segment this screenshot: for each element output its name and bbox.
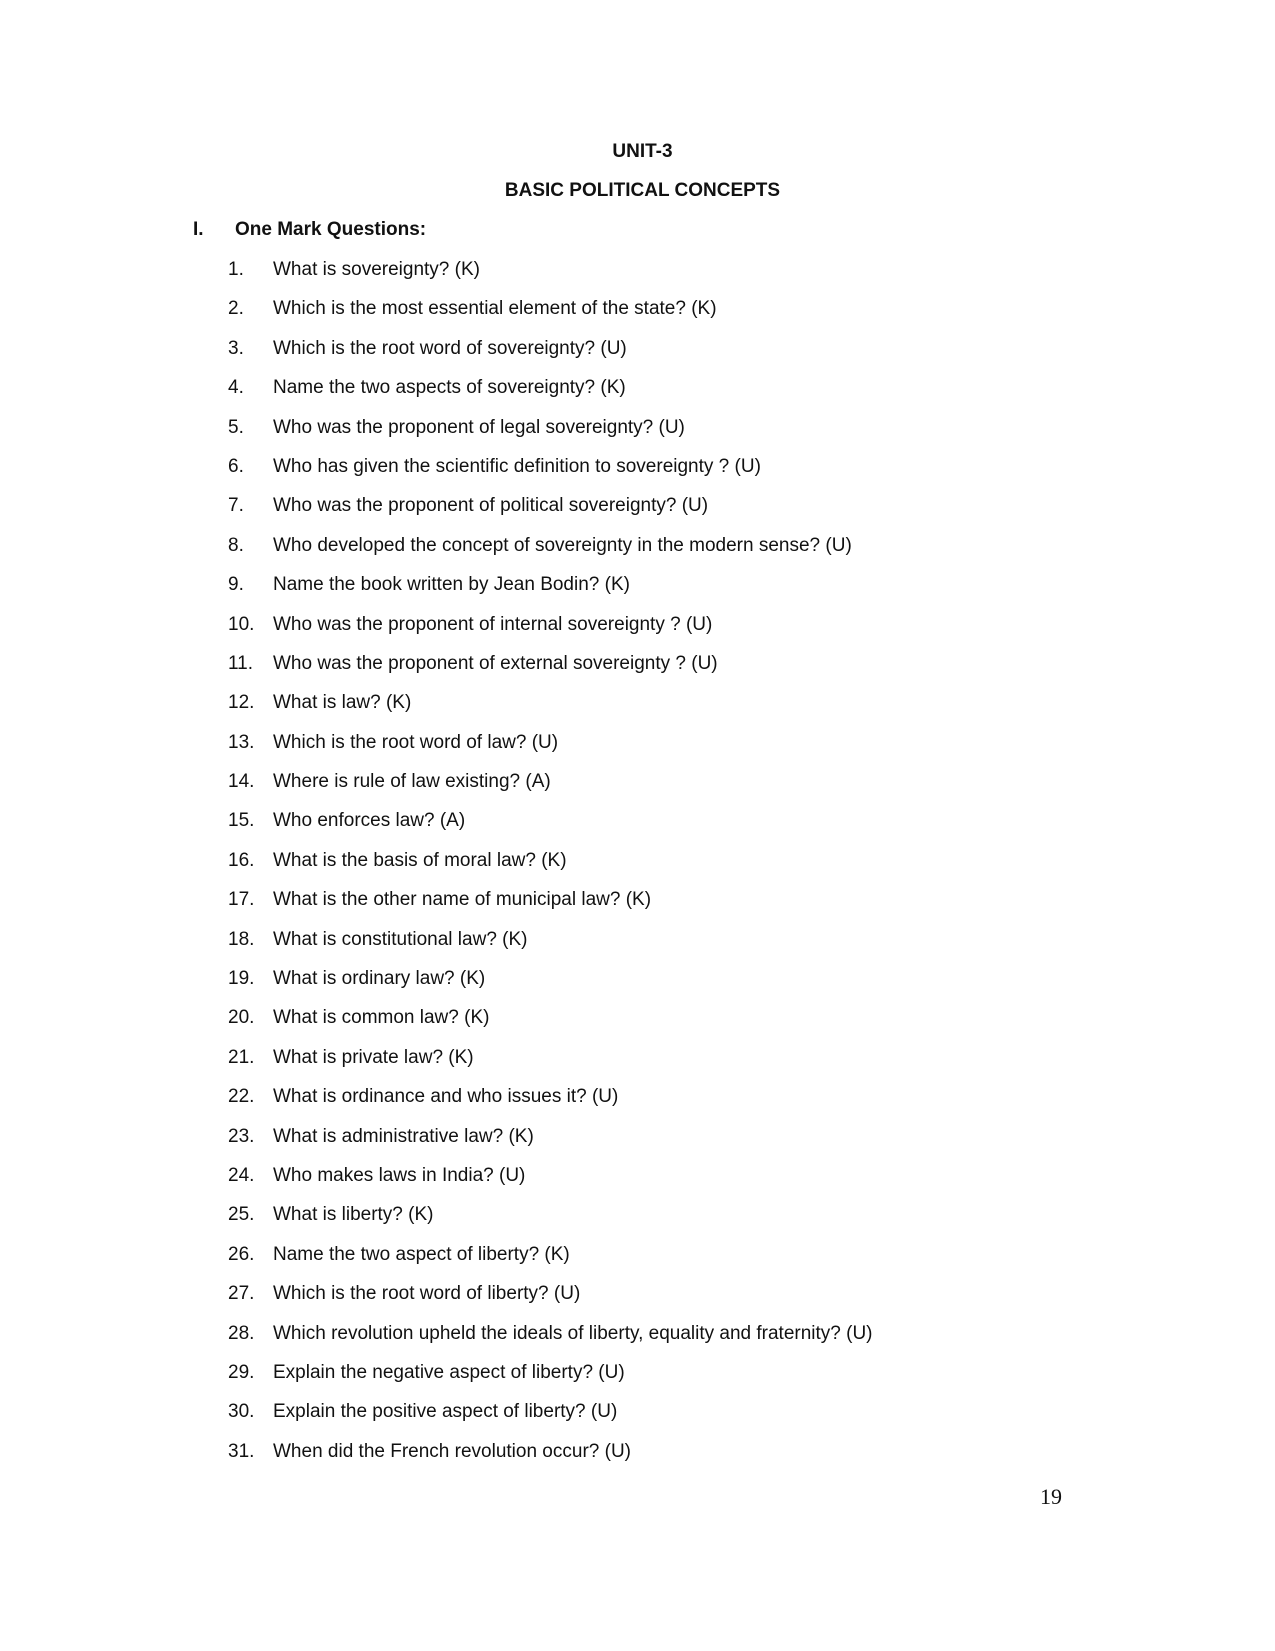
question-item bbox=[228, 1085, 873, 1124]
question-number: 10. bbox=[228, 613, 255, 635]
question-number: 2. bbox=[228, 298, 244, 320]
question-text: Explain the positive aspect of liberty? (U) bbox=[273, 1401, 618, 1423]
question-text: What is administrative law? (K) bbox=[273, 1125, 534, 1147]
question-text: What is sovereignty? (K) bbox=[273, 259, 480, 280]
question-item bbox=[228, 849, 873, 888]
question-number: 11. bbox=[228, 652, 254, 674]
question-item bbox=[228, 416, 873, 455]
question-item bbox=[228, 573, 873, 612]
question-number: 24. bbox=[228, 1164, 255, 1186]
question-item bbox=[228, 1322, 873, 1361]
question-number: 19. bbox=[228, 968, 255, 990]
question-text: Who makes laws in India? (U) bbox=[273, 1164, 526, 1186]
question-text: Name the two aspect of liberty? (K) bbox=[273, 1243, 570, 1265]
question-text: When did the French revolution occur? (U) bbox=[273, 1440, 631, 1462]
question-list bbox=[228, 258, 873, 1479]
question-number: 21. bbox=[228, 1046, 255, 1068]
section-heading-text: One Mark Questions: bbox=[235, 219, 427, 240]
question-number: 7. bbox=[228, 495, 244, 517]
question-item bbox=[228, 1006, 873, 1045]
question-number: 17. bbox=[228, 889, 255, 911]
question-text: Who developed the concept of sovereignty in the modern sense? (U) bbox=[273, 534, 852, 556]
question-text: Which revolution upheld the ideals of liberty, equality and fraternity? (U) bbox=[273, 1322, 873, 1344]
page-number: 19 bbox=[1040, 1484, 1062, 1509]
question-item bbox=[228, 534, 873, 573]
question-item bbox=[228, 1361, 873, 1400]
question-number: 31. bbox=[228, 1440, 255, 1462]
question-item bbox=[228, 337, 873, 376]
question-number: 3. bbox=[228, 337, 244, 359]
question-text: Who was the proponent of external sovereignty ? (U) bbox=[273, 652, 718, 674]
question-number: 8. bbox=[228, 534, 244, 556]
question-text: Who was the proponent of internal sovereignty ? (U) bbox=[273, 613, 713, 635]
question-item bbox=[228, 455, 873, 494]
question-number: 20. bbox=[228, 1007, 255, 1029]
question-text: Who enforces law? (A) bbox=[273, 810, 466, 832]
question-number: 28. bbox=[228, 1322, 255, 1344]
question-text: What is law? (K) bbox=[273, 692, 412, 714]
question-text: Which is the root word of sovereignty? (U) bbox=[273, 337, 627, 359]
question-item bbox=[228, 1282, 873, 1321]
page-title: BASIC POLITICAL CONCEPTS bbox=[504, 180, 781, 201]
question-text: Name the two aspects of sovereignty? (K) bbox=[273, 377, 626, 399]
question-item bbox=[228, 967, 873, 1006]
question-number: 22. bbox=[228, 1086, 255, 1108]
question-number: 13. bbox=[228, 731, 255, 753]
question-item bbox=[228, 888, 873, 927]
question-number: 18. bbox=[228, 928, 255, 950]
question-item bbox=[228, 376, 873, 415]
question-text: What is liberty? (K) bbox=[273, 1204, 434, 1226]
question-item bbox=[228, 1440, 873, 1479]
question-text: What is ordinance and who issues it? (U) bbox=[273, 1086, 619, 1108]
question-number: 12. bbox=[228, 692, 255, 714]
question-number: 6. bbox=[228, 455, 244, 477]
question-text: Which is the most essential element of the state? (K) bbox=[273, 298, 717, 320]
question-text: What is constitutional law? (K) bbox=[273, 928, 528, 950]
question-text: What is ordinary law? (K) bbox=[273, 968, 486, 990]
question-text: Explain the negative aspect of liberty? (U) bbox=[273, 1361, 625, 1383]
question-text: Where is rule of law existing? (A) bbox=[273, 771, 551, 793]
question-item bbox=[228, 652, 873, 691]
question-number: 30. bbox=[228, 1401, 255, 1423]
question-item bbox=[228, 1400, 873, 1439]
section-number: I. bbox=[193, 219, 204, 240]
question-text: What is private law? (K) bbox=[273, 1046, 474, 1068]
question-text: What is the other name of municipal law? (K) bbox=[273, 889, 652, 911]
question-item bbox=[228, 494, 873, 533]
question-text: Which is the root word of liberty? (U) bbox=[273, 1283, 581, 1305]
question-item bbox=[228, 809, 873, 848]
question-number: 16. bbox=[228, 849, 255, 871]
question-text: Who was the proponent of legal sovereignty? (U) bbox=[273, 416, 685, 438]
question-number: 23. bbox=[228, 1125, 255, 1147]
question-item bbox=[228, 770, 873, 809]
question-text: Who has given the scientific definition to sovereignty ? (U) bbox=[273, 455, 761, 477]
question-item bbox=[228, 258, 873, 297]
question-text: What is the basis of moral law? (K) bbox=[273, 849, 567, 871]
question-number: 25. bbox=[228, 1204, 255, 1226]
question-item bbox=[228, 1046, 873, 1085]
question-number: 5. bbox=[228, 416, 244, 438]
unit-title: UNIT-3 bbox=[612, 141, 673, 162]
question-number: 26. bbox=[228, 1243, 255, 1265]
question-item bbox=[228, 1203, 873, 1242]
question-text: Name the book written by Jean Bodin? (K) bbox=[273, 574, 630, 596]
section-heading bbox=[193, 218, 426, 242]
question-number: 1. bbox=[228, 259, 244, 280]
question-number: 29. bbox=[228, 1361, 255, 1383]
question-text: Which is the root word of law? (U) bbox=[273, 731, 559, 753]
question-text: What is common law? (K) bbox=[273, 1007, 490, 1029]
question-item bbox=[228, 297, 873, 336]
question-item bbox=[228, 613, 873, 652]
question-number: 9. bbox=[228, 574, 244, 596]
question-number: 4. bbox=[228, 377, 244, 399]
question-item bbox=[228, 731, 873, 770]
question-item bbox=[228, 1243, 873, 1282]
question-item bbox=[228, 691, 873, 730]
question-item bbox=[228, 1125, 873, 1164]
question-number: 27. bbox=[228, 1283, 255, 1305]
question-text: Who was the proponent of political sovereignty? (U) bbox=[273, 495, 709, 517]
question-item bbox=[228, 928, 873, 967]
question-number: 15. bbox=[228, 810, 255, 832]
question-item bbox=[228, 1164, 873, 1203]
question-number: 14. bbox=[228, 771, 255, 793]
